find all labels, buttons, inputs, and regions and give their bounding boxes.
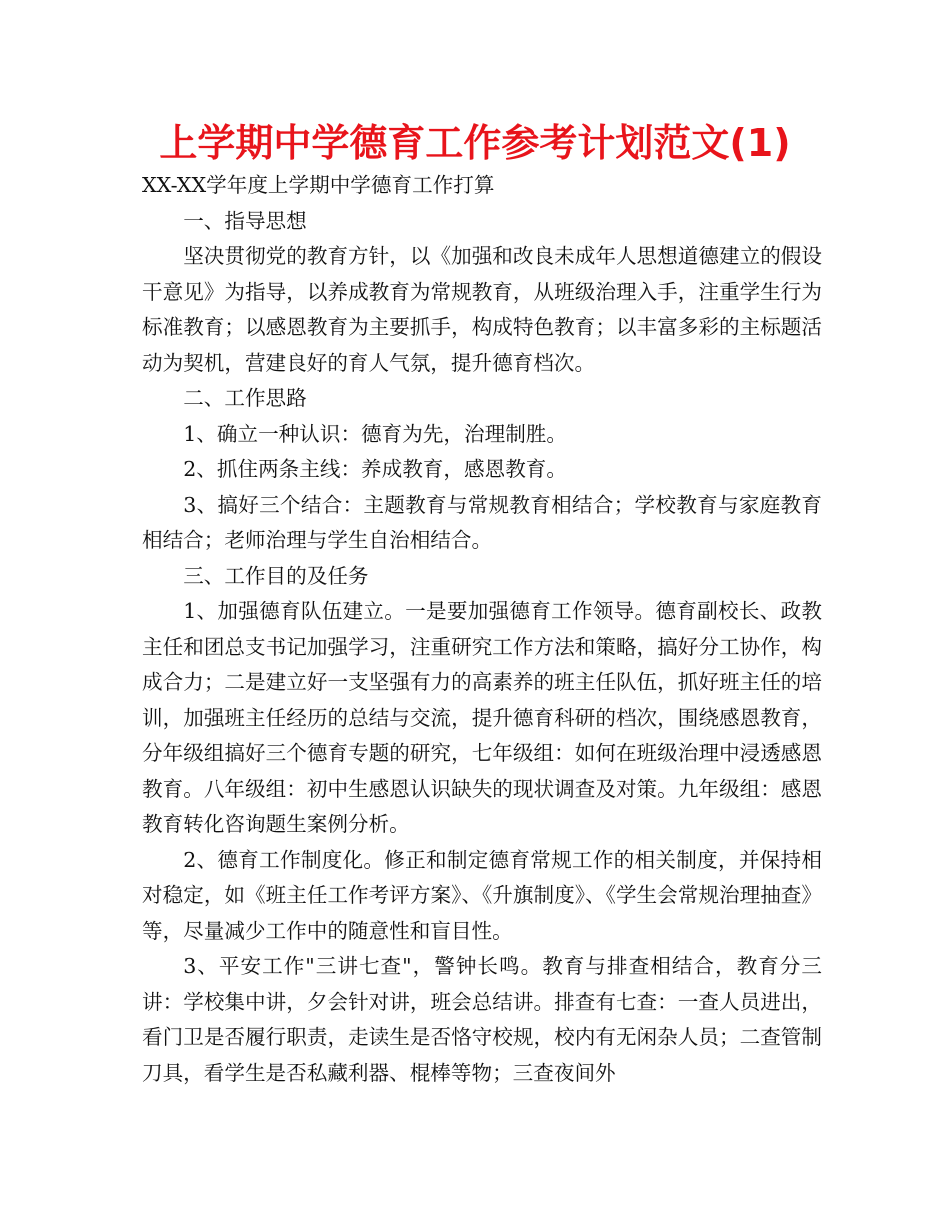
paragraph-task-3: 3、平安工作"三讲七查"，警钟长鸣。教育与排查相结合，教育分三讲：学校集中讲，夕会针对讲，班会总结讲。排查有七查：一查人员进出，看门卫是否履行职责，走读生是否恪守校规，校内有无闲杂人员；二查管制刀具，看学生是否私藏利器、棍棒等物；三查夜间外 <box>142 954 822 1085</box>
section-heading-goals-tasks: 三、工作目的及任务 <box>183 563 369 588</box>
section-heading-work-approach: 二、工作思路 <box>183 386 307 410</box>
paragraph-task-1: 1、加强德育队伍建立。一是要加强德育工作领导。德育副校长、政教主任和团总支书记加强学习，注重研究工作方法和策略，搞好分工协作，构成合力；二是建立好一支坚强有力的高素养的班主任队伍，抓好班主任的培训，加强班主任经历的总结与交流，提升德育科研的档次，围绕感恩教育，分年级组搞好三个德育专题的研究，七年级组：如何在班级治理中浸透感恩教育。八年级组：初中生感恩认识缺失的现状调查及对策。九年级组：感恩教育转化咨询题生案例分析。 <box>142 599 822 836</box>
paragraph-approach-3: 3、搞好三个结合：主题教育与常规教育相结合；学校教育与家庭教育相结合；老师治理与学生自治相结合。 <box>142 492 822 552</box>
document-title: 上学期中学德育工作参考计划范文(1) <box>159 121 791 165</box>
plan-subtitle: XX-XX学年度上学期中学德育工作打算 <box>142 173 495 197</box>
document-body <box>142 168 822 1091</box>
paragraph-guiding-thought: 坚决贯彻党的教育方针，以《加强和改良未成年人思想道德建立的假设干意见》为指导，以养成教育为常规教育，从班级治理入手，注重学生行为标准教育；以感恩教育为主要抓手，构成特色教育；以丰富多彩的主标题活动为契机，营建良好的育人气氛，提升德育档次。 <box>142 244 822 375</box>
paragraph-approach-1: 1、确立一种认识：德育为先，治理制胜。 <box>183 421 567 446</box>
paragraph-task-2: 2、德育工作制度化。修正和制定德育常规工作的相关制度，并保持相对稳定，如《班主任工作考评方案》、《升旗制度》、《学生会常规治理抽查》等，尽量减少工作中的随意性和盲目性。 <box>142 847 822 943</box>
paragraph-approach-2: 2、抓住两条主线：养成教育，感恩教育。 <box>183 457 567 481</box>
section-heading-guiding-thought: 一、指导思想 <box>183 208 307 233</box>
